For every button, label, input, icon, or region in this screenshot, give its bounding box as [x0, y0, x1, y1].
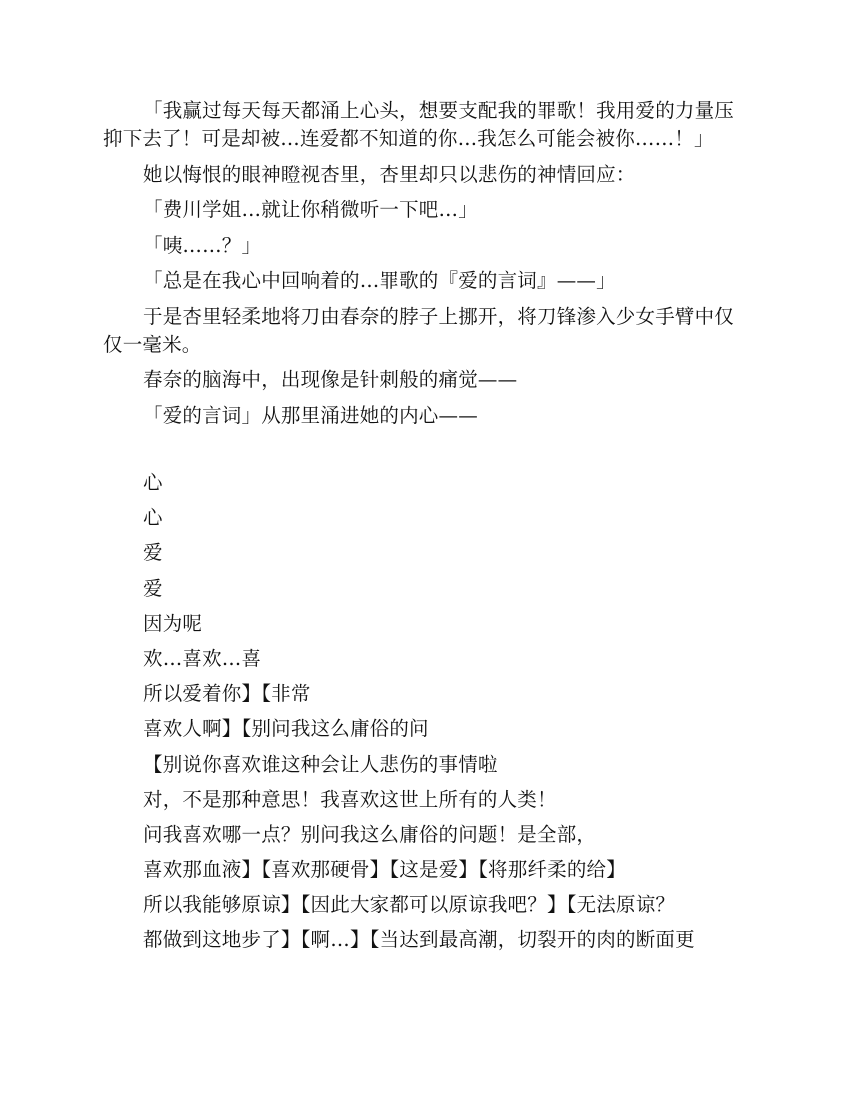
verse-line: 喜欢那血液】【喜欢那硬骨】【这是爱】【将那纤柔的给】 — [143, 858, 626, 882]
paragraph-flood: 「爱的言词」从那里涌进她的内心—— — [143, 403, 478, 427]
paragraph-anri-line: 「费川学姐…就让你稍微听一下吧…」 — [143, 198, 478, 221]
verse-line: 所以爱着你】【非常 — [143, 682, 311, 706]
paragraph-blade: 于是杏里轻柔地将刀由春奈的脖子上挪开，将刀锋渗入少女手臂中仅仅一毫米。 — [103, 304, 735, 356]
paragraph-glare: 她以悔恨的眼神瞪视杏里，杏里却只以悲伤的神情回应： — [143, 162, 636, 186]
paragraph-words-of-love: 「总是在我心中回响着的…罪歌的『爱的言词』——」 — [143, 269, 616, 292]
verse-line: 心 — [143, 471, 163, 494]
verse-line: 因为呢 — [143, 611, 203, 635]
verse-line: 都做到这地步了】【啊…】【当达到最高潮，切裂开的肉的断面更 — [143, 928, 695, 952]
section-gap — [103, 437, 748, 469]
verse-line: 心 — [143, 506, 163, 530]
verse-line: 爱 — [143, 541, 163, 565]
verse-line: 【别说你喜欢谁这种会让人悲伤的事情啦 — [143, 752, 498, 776]
verse-line: 所以我能够原谅】【因此大家都可以原谅我吧？】【无法原谅？ — [143, 893, 676, 917]
verse-line: 问我喜欢哪一点？别问我这么庸俗的问题！是全部， — [143, 822, 597, 846]
paragraph-outburst: 「我赢过每天每天都涌上心头，想要支配我的罪歌！我用爱的力量压抑下去了！可是却被…连爱都不知道的你…我怎么可能会被你……！」 — [103, 99, 735, 150]
verse-line: 欢…喜欢…喜 — [143, 646, 262, 670]
paragraph-haruna-reply: 「咦……？」 — [143, 233, 262, 257]
verse-line: 对，不是那种意思！我喜欢这世上所有的人类！ — [143, 787, 557, 811]
verse-line: 爱 — [143, 576, 163, 600]
verse-line: 喜欢人啊】【别问我这么庸俗的问 — [143, 717, 429, 741]
document-page — [103, 97, 748, 962]
paragraph-pain: 春奈的脑海中，出现像是针刺般的痛觉—— — [143, 368, 518, 391]
